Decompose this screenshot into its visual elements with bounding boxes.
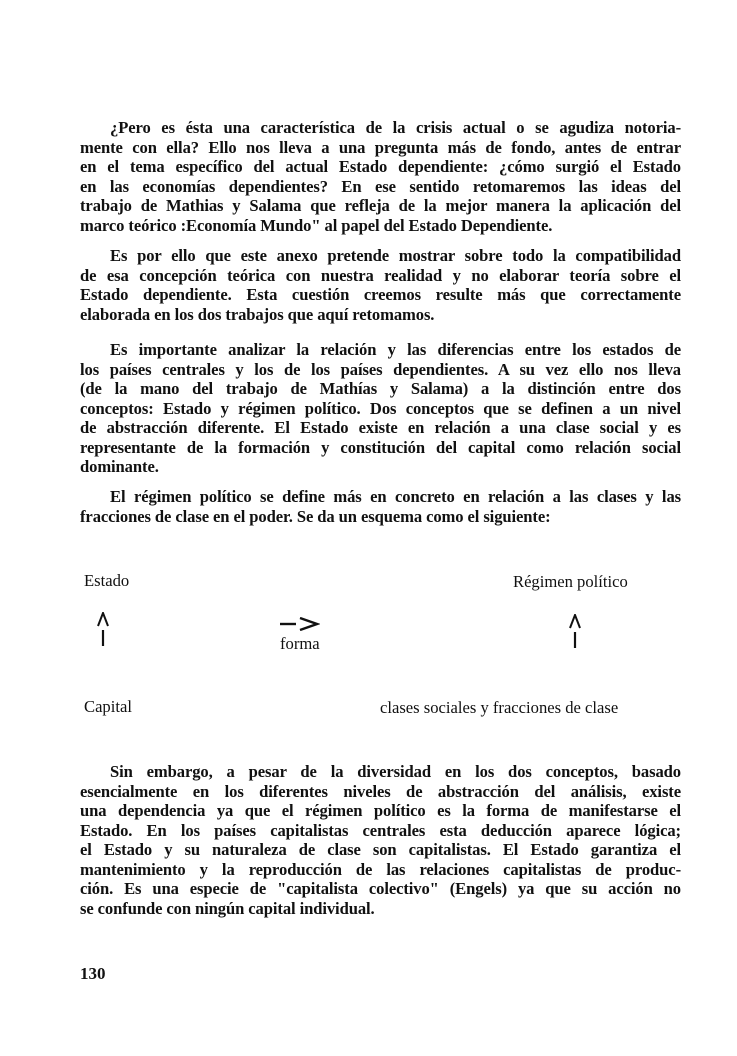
text-line: Estado. En los países capitalistas centrales esta deducción aparece lógica; [80, 820, 681, 840]
text-line: esencialmente en los diferentes niveles de abstracción del análisis, existe [80, 781, 681, 801]
text-line: de abstracción diferente. El Estado existe en relación a una clase social y es [80, 418, 681, 437]
text-line: ¿Pero es ésta una característica de la crisis actual o se agudiza notoria- [110, 118, 681, 137]
diagram-label-regimen-politico: Régimen político [513, 572, 628, 591]
page-number: 130 [80, 964, 106, 983]
diagram-label-clases-sociales: clases sociales y fracciones de clase [380, 698, 619, 717]
text-line: de esa concepción teórica con nuestra realidad y no elaborar teoría sobre el [80, 265, 681, 285]
text-line: Es importante analizar la relación y las diferencias entre los estados de [110, 340, 681, 359]
text-line: Sin embargo, a pesar de la diversidad en los dos conceptos, basado [110, 762, 681, 781]
paragraph-3 [80, 340, 681, 477]
text-line: representante de la formación y constitución del capital como relación social [80, 437, 681, 457]
diagram-label-capital: Capital [84, 697, 132, 716]
text-line: ción. Es una especie de "capitalista colectivo" (Engels) ya que su acción no [80, 879, 681, 898]
paragraph-4 [80, 487, 681, 526]
text-line: Estado dependiente. Esta cuestión creemos resulte más que correctamente [80, 285, 681, 304]
text-line: en el tema específico del actual Estado dependiente: ¿cómo surgió el Estado [80, 157, 681, 176]
arrow-up-icon [96, 612, 110, 646]
text-line: (de la mano del trabajo de Mathías y Salama) a la distinción entre dos [80, 379, 681, 398]
text-line: marco teórico :Economía Mundo" al papel del Estado Dependiente. [80, 215, 553, 235]
text-line: trabajo de Mathias y Salama que refleja de la mejor manera la aplicación del [80, 196, 681, 215]
arrow-up-icon [568, 614, 582, 648]
text-line: conceptos: Estado y régimen político. Dos conceptos que se definen a un nivel [80, 398, 681, 418]
text-line: se confunde con ningún capital individual. [80, 898, 375, 918]
diagram-label-forma: forma [280, 634, 320, 653]
text-line: en las economías dependientes? En ese sentido retomaremos las ideas del [80, 176, 681, 196]
paragraph-5 [80, 762, 681, 918]
text-line: dominante. [80, 457, 159, 476]
text-line: mente con ella? Ello nos lleva a una pregunta más de fondo, antes de entrar [80, 137, 681, 157]
text-line: elaborada en los dos trabajos que aquí retomamos. [80, 304, 435, 324]
text-line: el Estado y su naturaleza de clase son capitalistas. El Estado garantiza el [80, 840, 681, 859]
text-line: los países centrales y los de los países dependientes. A su vez ello nos lleva [80, 359, 681, 379]
paragraph-1 [80, 118, 681, 235]
arrow-right-icon [280, 617, 320, 631]
text-line: fracciones de clase en el poder. Se da un esquema como el siguiente: [80, 506, 551, 526]
paragraph-2 [80, 246, 681, 324]
text-line: El régimen político se define más en concreto en relación a las clases y las [110, 487, 681, 506]
text-line: Es por ello que este anexo pretende mostrar sobre todo la compatibilidad [110, 246, 681, 265]
diagram-label-estado: Estado [84, 571, 130, 590]
text-line: mantenimiento y la reproducción de las relaciones capitalistas de produc- [80, 859, 681, 879]
text-line: una dependencia ya que el régimen político es la forma de manifestarse el [80, 801, 681, 820]
